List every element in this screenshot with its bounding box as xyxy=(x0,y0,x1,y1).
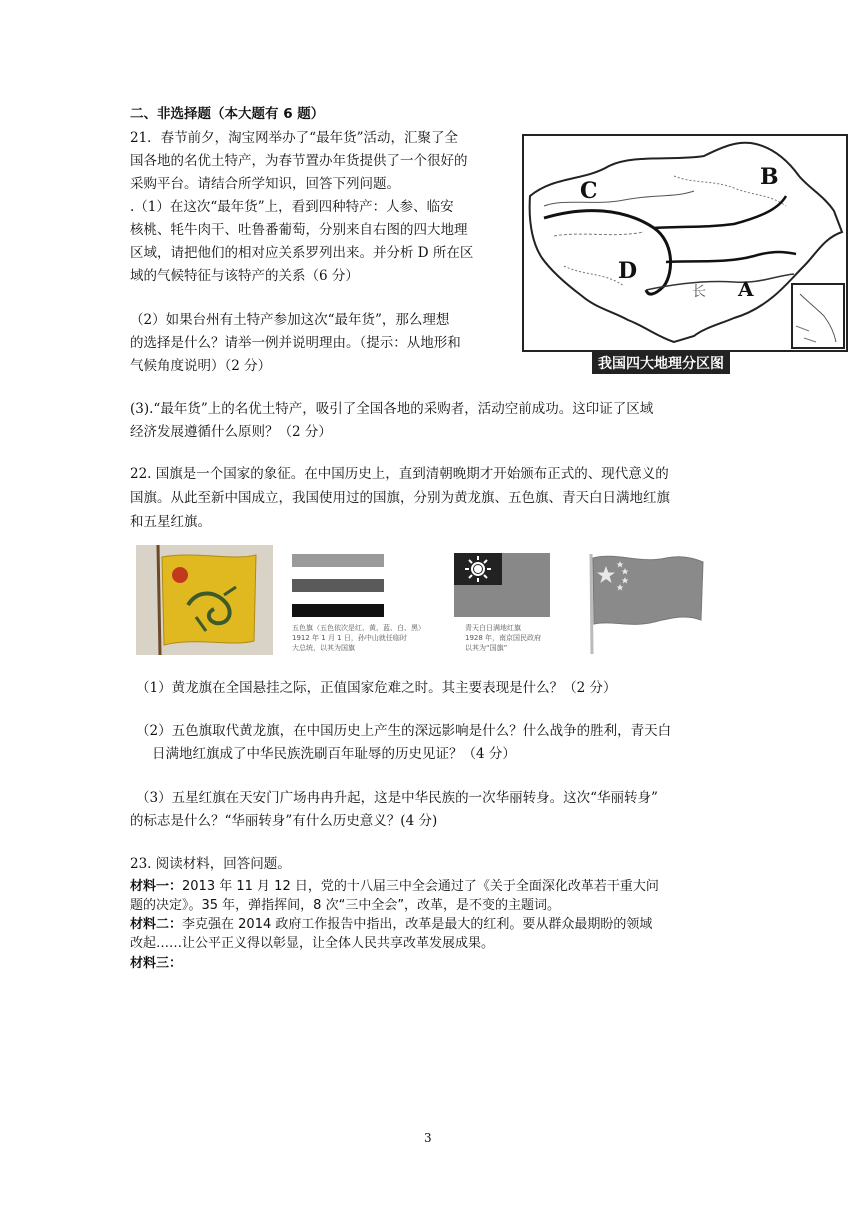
q21-line-3: 采购平台。请结合所学知识，回答下列问题。 xyxy=(130,176,400,192)
q21-line-6: 区域，请把他们的相对应关系罗列出来。并分析 D 所在区 xyxy=(130,245,474,261)
blue-sky-caption-2: 1928 年，南京国民政府 xyxy=(465,634,542,642)
q21-line-7: 域的气候特征与该特产的关系（6 分） xyxy=(130,268,359,284)
q22-part2-line-1: （2）五色旗取代黄龙旗，在中国历史上产生的深远影响是什么？什么战争的胜利，青天白 xyxy=(136,723,672,739)
q21-line-2: 国各地的名优土特产，为春节置办年货提供了一个很好的 xyxy=(130,153,468,169)
q21-part2-line-3: 气候角度说明）（2 分） xyxy=(130,358,272,374)
q23-material-2-line-1 xyxy=(130,915,652,934)
q22-part2-line-2: 日满地红旗成了中华民族洗刷百年耻辱的历史见证？（4 分） xyxy=(152,746,516,762)
q22-intro-line-2: 国旗。从此至新中国成立，我国使用过的国旗，分别为黄龙旗、五色旗、青天白日满地红旗 xyxy=(130,490,670,506)
q21-part3-line-2: 经济发展遵循什么原则？（2 分） xyxy=(130,424,332,440)
q22-intro-line-3: 和五星红旗。 xyxy=(130,514,211,530)
q21-part3-line-1: (3).“最年货”上的名优土特产，吸引了全国各地的采购者，活动空前成功。这印证了区域 xyxy=(130,401,654,417)
q23-title: 23. 阅读材料，回答问题。 xyxy=(130,856,291,872)
white-sun-icon xyxy=(454,553,502,585)
blue-sky-caption-1: 青天白日满地红旗 xyxy=(465,624,521,632)
q21-line-4: .（1）在这次“最年货”上，看到四种特产：人参、临安 xyxy=(130,199,454,215)
q23-material-2-label: 材料二： xyxy=(130,917,183,932)
q22-part3-line-1: （3）五星红旗在天安门广场冉冉升起，这是中华民族的一次华丽转身。这次“华丽转身” xyxy=(136,790,658,806)
q23-material-1-line-2: 题的决定》。35 年，弹指挥间，8 次“三中全会”，改革，是不变的主题词。 xyxy=(130,898,561,913)
q23-material-3-label: 材料三： xyxy=(130,956,183,971)
five-star-red-flag xyxy=(586,550,706,654)
q21-line-5: 核桃、牦牛肉干、吐鲁番葡萄，分别来自右图的四大地理 xyxy=(130,222,468,238)
q23-material-1-label: 材料一： xyxy=(130,879,183,894)
q23-material-1-line-1 xyxy=(130,877,659,896)
q21-part2-line-1: （2）如果台州有土特产参加这次“最年货”，那么理想 xyxy=(130,312,450,328)
river-label-chang: 长 xyxy=(692,284,706,300)
region-label-c: C xyxy=(580,178,598,204)
region-label-d: D xyxy=(618,258,638,284)
q22-intro-line-1: 22. 国旗是一个国家的象征。在中国历史上，直到清朝晚期才开始颁布正式的、现代意义的 xyxy=(130,466,669,482)
china-regions-map xyxy=(522,134,848,352)
five-color-caption-2: 1912 年 1 月 1 日，孙中山就任临时 xyxy=(292,634,407,642)
five-color-flag xyxy=(292,554,384,618)
region-label-a: A xyxy=(738,277,754,301)
section-title: 二、非选择题（本大题有 6 题） xyxy=(130,106,325,122)
page-number: 3 xyxy=(424,1131,432,1145)
q22-part3-line-2: 的标志是什么？“华丽转身”有什么历史意义？(4 分) xyxy=(130,813,438,829)
five-color-caption-3: 大总统，以其为国旗 xyxy=(292,644,355,652)
q23-material-2-text-1: 李克强在 2014 政府工作报告中指出，改革是最大的红利。要从群众最期盼的领域 xyxy=(182,917,653,932)
blue-sky-caption-3: 以其为“国旗” xyxy=(465,644,508,652)
q21-part2-line-2: 的选择是什么？请举一例并说明理由。（提示：从地形和 xyxy=(130,335,461,351)
q23-material-2-line-2: 改起……让公平正义得以彰显，让全体人民共享改革发展成果。 xyxy=(130,936,495,951)
map-caption: 我国四大地理分区图 xyxy=(592,352,730,374)
region-label-b: B xyxy=(760,164,779,190)
five-color-caption-1: 五色旗（五色依次是红、黄、蓝、白、黑） xyxy=(292,624,425,632)
q23-material-1-text-1: 2013 年 11 月 12 日，党的十八届三中全会通过了《关于全面深化改革若干重大问 xyxy=(182,879,659,894)
map-drawing xyxy=(524,136,846,350)
yellow-dragon-flag-photo xyxy=(136,545,273,655)
q22-part1: （1）黄龙旗在全国悬挂之际，正值国家危难之时。其主要表现是什么？（2 分） xyxy=(136,680,617,696)
q21-line-1: 21．春节前夕，淘宝网举办了“最年货”活动，汇聚了全 xyxy=(130,130,458,146)
blue-sky-white-sun-flag xyxy=(454,553,550,617)
